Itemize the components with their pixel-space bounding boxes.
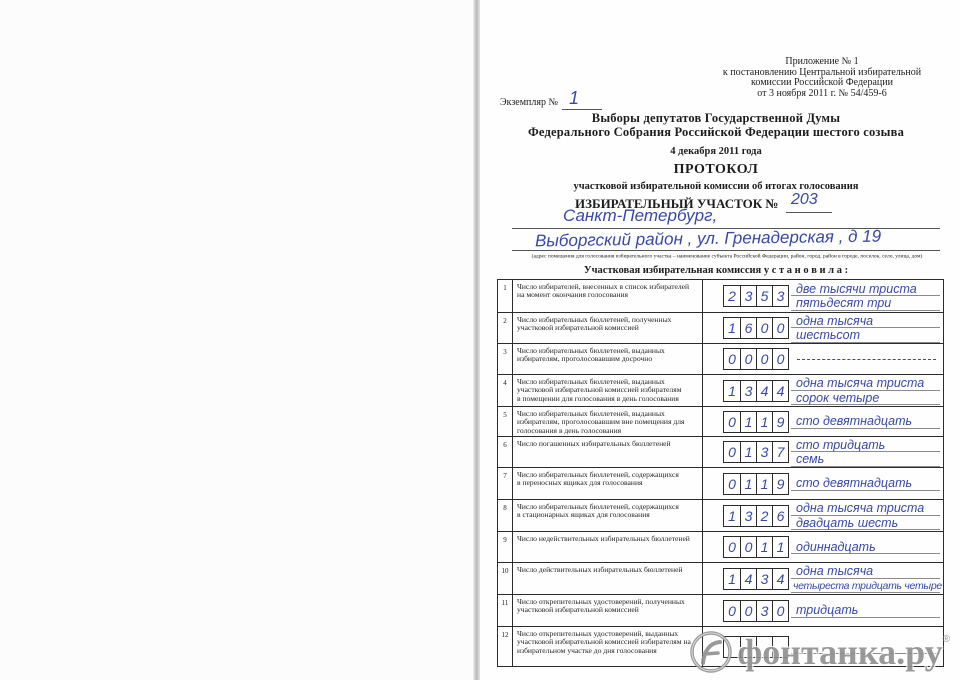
- row-label-line: участковой избирательной комиссией избирателям на: [517, 637, 691, 647]
- digit-cell: 0: [740, 537, 756, 557]
- row-value: [703, 280, 943, 312]
- value-words-line: сорок четыре: [791, 391, 940, 406]
- digit-cell: 3: [756, 442, 772, 462]
- value-words-line: четыреста тридцать четыре: [793, 579, 942, 592]
- row-number: 11: [498, 595, 513, 626]
- digit-cell: 4: [772, 381, 788, 401]
- value-words-line: одна тысяча: [791, 564, 940, 579]
- digit-cell: 0: [728, 602, 736, 619]
- row-value: [703, 344, 943, 374]
- value-words-line: сто девятнадцать: [791, 476, 940, 491]
- row-label-line: Число избирательных бюллетеней, полученных: [517, 315, 672, 324]
- digit-cell: 9: [772, 412, 788, 432]
- row-number: 7: [498, 468, 513, 499]
- row-value: [703, 407, 943, 436]
- dash-line: [797, 359, 936, 360]
- digit-cell: 1: [756, 537, 772, 557]
- digit-boxes: [723, 317, 789, 339]
- digit-cell: 3: [756, 569, 772, 589]
- digit-boxes: [723, 505, 789, 527]
- digit-boxes: [723, 285, 789, 307]
- copy-number-underline: [562, 109, 602, 110]
- digit-cell: 0: [740, 349, 756, 369]
- row-label: [513, 313, 703, 343]
- row-label-line: участковой избирательной комиссией: [517, 605, 639, 615]
- watermark-registered-mark: ®: [942, 634, 950, 645]
- election-title-line: Выборы депутатов Государственной Думы: [591, 111, 841, 125]
- row-value: [703, 563, 943, 594]
- value-in-words: [791, 437, 940, 467]
- digit-cell: 1: [772, 537, 788, 557]
- row-number: 10: [498, 563, 513, 594]
- row-value: [703, 375, 943, 406]
- digit-boxes: [723, 411, 789, 433]
- copy-number: 1: [569, 88, 580, 108]
- address-caption: [512, 253, 942, 260]
- row-number: 2: [498, 313, 513, 343]
- election-date: 4 декабря 2011 года: [670, 146, 762, 157]
- table-row: [498, 594, 943, 626]
- value-words-line: семь: [791, 452, 940, 467]
- fontanka-logo-icon: [689, 630, 733, 674]
- table-row: [498, 374, 943, 406]
- table-row: [498, 343, 943, 374]
- row-label-line: голосования в день голосования: [517, 425, 622, 435]
- station-number-underline: [786, 212, 832, 213]
- row-label-line: в помещении для голосования в день голосования: [517, 393, 679, 403]
- election-title-line: Федерального Собрания Российской Федерации шестого созыва: [527, 124, 905, 139]
- digit-cell: 0: [728, 475, 736, 492]
- digit-cell: 2: [756, 506, 772, 526]
- row-label-line: избирательном участке до дня голосования: [517, 645, 657, 655]
- value-words-line: одна тысяча: [791, 314, 940, 329]
- value-words-line: одна тысяча триста: [791, 376, 940, 391]
- digit-cell: 1: [728, 507, 736, 524]
- row-value: [703, 437, 943, 467]
- commission-established: Участковая избирательная комиссия у с т а н о в и л а :: [583, 265, 849, 276]
- appendix-line: Приложение № 1: [785, 56, 859, 67]
- digit-cell: 0: [728, 444, 736, 460]
- row-value: [703, 595, 943, 626]
- row-label-line: избирателям, проголосовавшим вне помещения для: [517, 417, 685, 427]
- watermark-text: фонтанка.ру: [737, 632, 943, 672]
- row-label: [513, 344, 703, 374]
- digit-cell: 0: [772, 349, 788, 369]
- row-label-line: в переносных ящиках для голосования: [517, 478, 643, 488]
- value-in-words: [791, 563, 940, 594]
- digit-cell: 3: [756, 601, 772, 621]
- value-words-line: сто девятнадцать: [791, 414, 940, 429]
- station-label: ИЗБИРАТЕЛЬНЫЙ УЧАСТОК №: [575, 196, 779, 211]
- digit-boxes: [723, 568, 789, 590]
- row-number: 1: [498, 280, 513, 312]
- digit-cell: 3: [772, 286, 788, 306]
- value-in-words: [791, 532, 940, 562]
- digit-cell: 6: [772, 506, 788, 526]
- row-label-line: Число действительных избирательных бюллетеней: [517, 565, 683, 574]
- digit-cell: 3: [740, 286, 756, 306]
- row-number: 12: [498, 627, 513, 666]
- digit-cell: 0: [772, 601, 788, 621]
- row-label-line: участковой избирательной комиссией избирателям: [517, 385, 682, 395]
- appendix-line: от 3 ноября 2011 г. № 54/459-6: [757, 87, 887, 99]
- digit-cell: 9: [772, 474, 788, 494]
- digit-cell: 0: [756, 318, 772, 338]
- appendix-line: к постановлению Центральной избирательной: [722, 66, 922, 78]
- row-label-line: Число избирательных бюллетеней, содержащихся: [517, 502, 679, 511]
- appendix-line: комиссии Российской Федерации: [751, 77, 893, 89]
- table-row: [498, 499, 943, 531]
- digit-cell: 3: [740, 381, 756, 401]
- row-value: [703, 532, 943, 562]
- value-in-words: [791, 344, 940, 374]
- digit-boxes: [723, 380, 789, 402]
- digit-cell: 2: [728, 288, 736, 304]
- value-in-words: [791, 280, 940, 312]
- row-label-line: Число избирательных бюллетеней, выданных: [517, 346, 665, 355]
- row-number: 9: [498, 532, 513, 562]
- value-words-line: одиннадцать: [791, 540, 940, 555]
- digit-cell: 0: [728, 413, 736, 430]
- table-row: [498, 406, 943, 436]
- digit-cell: 5: [756, 286, 772, 306]
- row-label-line: Число открепительных удостоверений, полученных: [517, 597, 685, 606]
- value-in-words: [791, 375, 940, 406]
- digit-cell: 1: [728, 570, 736, 587]
- row-number: 3: [498, 344, 513, 374]
- digit-cell: 1: [740, 412, 756, 432]
- appendix-block: [716, 57, 928, 99]
- row-label-line: Число избирательных бюллетеней, выданных: [517, 377, 665, 386]
- value-words-line: одна тысяча триста: [791, 501, 940, 516]
- digit-cell: 0: [772, 318, 788, 338]
- station-number: 203: [791, 191, 818, 208]
- digit-cell: 1: [728, 382, 736, 399]
- digit-boxes: [723, 600, 789, 622]
- page-subtitle: участковой избирательной комиссии об итогах голосования: [573, 181, 859, 192]
- row-label-line: Число погашенных избирательных бюллетеней: [517, 439, 671, 448]
- table-row: [498, 280, 943, 312]
- digit-cell: 4: [756, 381, 772, 401]
- election-title: [480, 112, 952, 139]
- digit-cell: 1: [728, 320, 736, 336]
- value-words-line: тридцать: [791, 603, 940, 618]
- value-words-line: сто тридцать: [791, 438, 940, 453]
- page-fold: [473, 0, 480, 680]
- digit-cell: 1: [756, 474, 772, 494]
- row-label: [513, 500, 703, 531]
- digit-cell: 3: [740, 506, 756, 526]
- row-label-line: на момент окончания голосования: [517, 290, 628, 300]
- digit-cell: 0: [728, 539, 736, 555]
- digit-cell: 0: [728, 351, 736, 367]
- blank-left-sheet: [0, 0, 475, 680]
- row-number: 4: [498, 375, 513, 406]
- digit-boxes: [723, 536, 789, 558]
- value-words-line: пятьдесят три: [791, 296, 940, 311]
- value-words-line: две тысячи триста: [791, 282, 940, 297]
- row-value: [703, 313, 943, 343]
- address-line: Выборгский район , ул. Гренадерская , д 19: [534, 226, 882, 251]
- row-label-line: Число открепительных удостоверений, выданных: [517, 629, 679, 638]
- value-in-words: [791, 407, 940, 436]
- digit-cell: 1: [740, 474, 756, 494]
- digit-cell: 1: [740, 442, 756, 462]
- row-label: [513, 375, 703, 406]
- row-label: [513, 595, 703, 626]
- value-in-words: [791, 468, 940, 499]
- row-label: [513, 532, 703, 562]
- row-label: [513, 468, 703, 499]
- address-rule: [512, 250, 940, 251]
- page-title: ПРОТОКОЛ: [673, 162, 759, 177]
- value-in-words: [791, 500, 940, 531]
- row-label-line: Число избирательных бюллетеней, выданных: [517, 409, 665, 418]
- digit-cell: 7: [772, 442, 788, 462]
- row-label: [513, 563, 703, 594]
- row-label-line: в стационарных ящиках для голосования: [517, 510, 650, 520]
- digit-boxes: [723, 473, 789, 495]
- digit-cell: 4: [740, 569, 756, 589]
- copy-label: Экземпляр №: [500, 97, 559, 108]
- digit-cell: 4: [772, 569, 788, 589]
- table-row: [498, 467, 943, 499]
- table-row: [498, 312, 943, 343]
- digit-cell: 0: [740, 601, 756, 621]
- row-label-line: Число избирательных бюллетеней, содержащихся: [517, 470, 679, 479]
- value-in-words: [791, 595, 940, 626]
- digit-cell: 6: [740, 318, 756, 338]
- row-number: 8: [498, 500, 513, 531]
- digit-cell: 1: [756, 412, 772, 432]
- address-line: Санкт-Петербург,: [563, 206, 718, 225]
- results-table: [497, 279, 944, 667]
- row-label: [513, 280, 703, 312]
- digit-cell: 0: [756, 349, 772, 369]
- row-number: 5: [498, 407, 513, 436]
- row-label-line: участковой избирательной комиссией: [517, 323, 639, 333]
- row-value: [703, 500, 943, 531]
- table-row: [498, 562, 943, 594]
- row-label: [513, 407, 703, 436]
- row-label-line: Число избирателей, внесенных в список избирателей: [517, 282, 690, 291]
- address-caption-text: (адрес помещения для голосования избирательного участка – наименование субъекта Российской Федерации, район, город, район в городе, поселок, село, улица, дом): [531, 253, 923, 259]
- row-label-line: Число недействительных избирательных бюллетеней: [517, 534, 690, 543]
- row-label: [513, 437, 703, 467]
- row-number: 6: [498, 437, 513, 467]
- table-row: [498, 531, 943, 562]
- value-in-words: [791, 313, 940, 343]
- fontanka-watermark: [689, 630, 950, 674]
- value-words-line: шестьсот: [791, 328, 940, 343]
- row-label-line: избирателям, проголосовавшим досрочно: [517, 354, 653, 364]
- table-row: [498, 436, 943, 467]
- row-label: [513, 627, 703, 666]
- digit-boxes: [723, 348, 789, 370]
- value-words-line: двадцать шесть: [791, 516, 940, 531]
- row-value: [703, 468, 943, 499]
- digit-boxes: [723, 441, 789, 463]
